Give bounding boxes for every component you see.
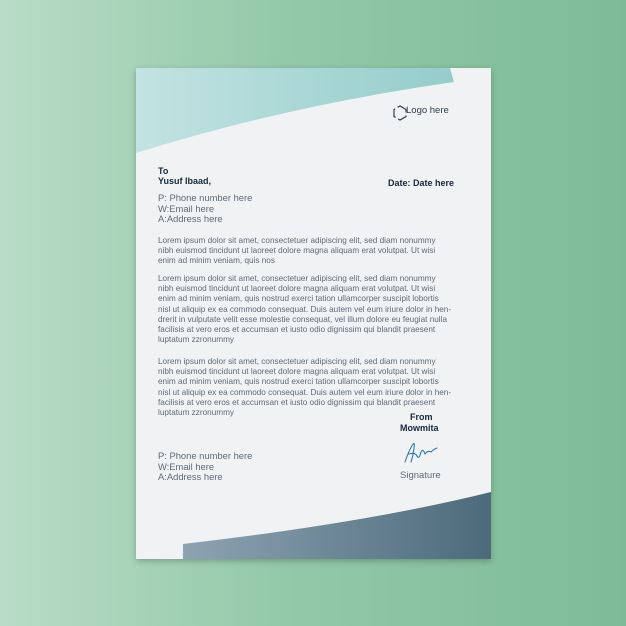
signature-scribble-icon — [403, 440, 439, 466]
paragraph-line: nisl ut aliquip ex ea commodo consequat. Duis autem vel eum iriure dolor in hen- — [158, 304, 452, 314]
bottom-accent-shape — [183, 492, 491, 559]
hexagon-outline-icon — [393, 105, 407, 121]
paragraph-line: nisl ut aliquip ex ea commodo consequat. Duis autem vel eum iriure dolor in hen- — [158, 387, 452, 397]
contact-block-top — [158, 193, 252, 225]
contact-block-bottom — [158, 451, 252, 483]
paragraph-line: nibh euismod tincidunt ut laoreet dolore magna aliquam erat volutpat. Ut wisi — [158, 284, 436, 294]
date-text: Date: Date here — [388, 178, 455, 188]
paragraph-line: luptatum zzronummy — [158, 408, 234, 418]
email-text: W:Email here — [158, 202, 215, 214]
paragraph-line: enim ad minim veniam, quis nostrud exerci tation ullamcorper suscipit lobortis — [158, 377, 439, 387]
paragraph-line: facilisis at vero eros et accumsan et iusto odio dignissim qui blandit praesent — [158, 325, 436, 335]
paragraph-line: enim ad minim veniam, quis nos — [158, 256, 275, 266]
body-paragraph-1 — [158, 236, 471, 267]
paragraph-line: drerit in vulputate velit esse molestie consequat, vel illum dolore eu feugiat nulla — [158, 314, 447, 324]
address-text: A:Address here — [158, 213, 223, 224]
paragraph-line: nibh euismod tincidunt ut laoreet dolore magna aliquam erat volutpat. Ut wisi — [158, 246, 436, 256]
paragraph-line: Lorem ipsum dolor sit amet, consectetuer adipiscing elit, sed diam nonummy — [158, 236, 436, 245]
signature-label: Signature — [400, 470, 441, 481]
email-text: W:Email here — [158, 460, 215, 472]
body-paragraph-2 — [158, 274, 471, 345]
paragraph-line: facilisis at vero eros et accumsan et iusto odio dignissim qui blandit praesent — [158, 397, 436, 407]
phone-text: P: Phone number here — [158, 450, 253, 461]
address-text: A:Address here — [158, 471, 223, 482]
from-label: From — [410, 412, 433, 422]
to-label: To — [158, 166, 169, 176]
paragraph-line: enim ad minim veniam, quis nostrud exerci tation ullamcorper suscipit lobortis — [158, 294, 439, 304]
recipient-name: Yusuf Ibaad, — [158, 176, 212, 186]
paragraph-line: luptatum zzronummy — [158, 335, 234, 345]
letterhead-page — [136, 68, 491, 559]
paragraph-line: nibh euismod tincidunt ut laoreet dolore magna aliquam erat volutpat. Ut wisi — [158, 367, 436, 377]
body-paragraph-3 — [158, 357, 471, 418]
paragraph-line: Lorem ipsum dolor sit amet, consectetuer adipiscing elit, sed diam nonummy — [158, 357, 436, 366]
logo-text: Logo here — [406, 105, 449, 116]
phone-text: P: Phone number here — [158, 192, 253, 203]
paragraph-line: Lorem ipsum dolor sit amet, consectetuer adipiscing elit, sed diam nonummy — [158, 274, 436, 283]
sender-name: Mowmita — [400, 423, 439, 433]
